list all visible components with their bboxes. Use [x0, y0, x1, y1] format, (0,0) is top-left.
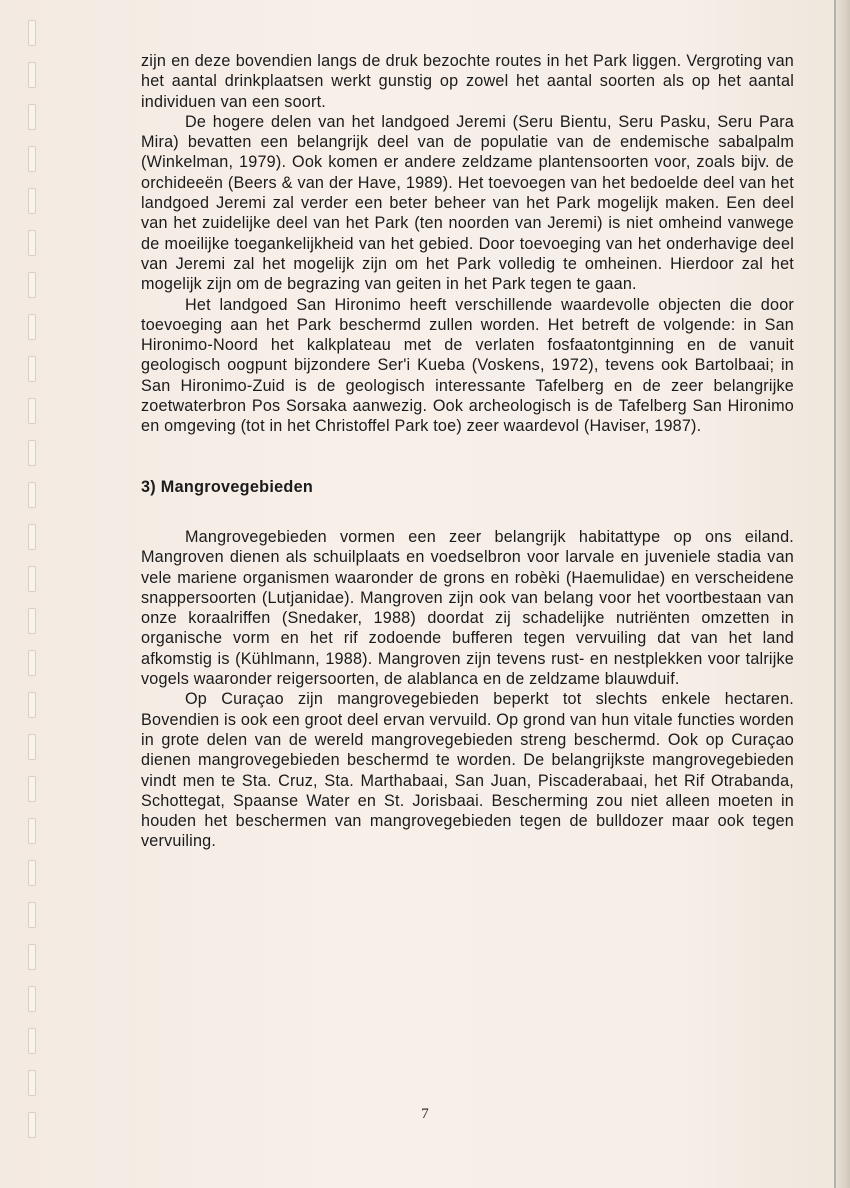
binding-hole: [28, 62, 36, 88]
binding-hole: [28, 608, 36, 634]
binding-hole: [28, 440, 36, 466]
binding-hole: [28, 1028, 36, 1054]
binding-hole: [28, 566, 36, 592]
binding-hole: [28, 482, 36, 508]
paragraph-jeremi: De hogere delen van het landgoed Jeremi (Seru Bientu, Seru Pasku, Seru Para Mira) bevatten een belangrijk deel van de populatie van de endemische sabalpalm (Winkelman, 1979). Ook komen er andere zeldzame plantensoorten voor, zoals bijv. de orchideeën (Beers & van der Have, 1989). Het toevoegen van het bedoelde deel van het landgoed Jeremi zal verder een beter beheer van het Park mogelijk maken. Een deel van het zuidelijke deel van het Park (ten noorden van Jeremi) is niet omheind vanwege de moeilijke toegankelijkheid van het gebied. Door toevoeging van het onderhavige deel van Jeremi zal het mogelijk zijn om het Park volledig te omheinen. Hierdoor zal het mogelijk zijn om de begrazing van geiten in het Park tegen te gaan.: [141, 112, 794, 294]
paragraph-san-hironimo: Het landgoed San Hironimo heeft verschillende waardevolle objecten die door toevoeging aan het Park beschermd zullen worden. Het betreft de volgende: in San Hironimo-Noord het kalkplateau met de verlaten fosfaatontginning en de vanuit geologisch oogpunt bijzondere Ser'i Kueba (Voskens, 1972), tevens ook Bartolbaai; in San Hironimo-Zuid is de geologisch interessante Tafelberg en de zeer belangrijke zoetwaterbron Pos Sorsaka aanwezig. Ook archeologisch is de Tafelberg San Hironimo en omgeving (tot in het Christoffel Park toe) zeer waardevol (Haviser, 1987).: [141, 295, 794, 436]
binding-hole: [28, 650, 36, 676]
binding-hole: [28, 398, 36, 424]
binding-hole: [28, 230, 36, 256]
binding-hole: [28, 524, 36, 550]
paragraph-mangroven: Mangrovegebieden vormen een zeer belangrijk habitattype op ons eiland. Mangroven dienen als schuilplaats en voedselbron voor larvale en juveniele stadia van vele mariene organismen waaronder de grons en robèki (Haemulidae) en verscheidene snappersoorten (Lutjanidae). Mangroven zijn ook van belang voor het voortbestaan van onze koraalriffen (Snedaker, 1988) doordat zij schadelijke nutriënten omzetten in organische vorm en het rif zodoende bufferen tegen vervuiling dat van het land afkomstig is (Kühlmann, 1988). Mangroven zijn tevens rust- en nestplekken voor talrijke vogels waaronder reigersoorten, de alablanca en de zeldzame blauwduif.: [141, 527, 794, 689]
page-edge: [836, 0, 850, 1188]
binding-hole: [28, 692, 36, 718]
page-edge-line: [834, 0, 836, 1188]
binding-hole: [28, 356, 36, 382]
binding-hole: [28, 104, 36, 130]
binding-hole: [28, 1070, 36, 1096]
binding-hole: [28, 818, 36, 844]
binding-hole: [28, 314, 36, 340]
body-text: [141, 51, 794, 852]
binding-hole: [28, 776, 36, 802]
page-number: 7: [421, 1106, 429, 1122]
binding-hole: [28, 944, 36, 970]
paragraph-curacao: Op Curaçao zijn mangrovegebieden beperkt tot slechts enkele hectaren. Bovendien is ook een groot deel ervan vervuild. Op grond van hun vitale functies worden in grote delen van de wereld mangrovegebieden streng beschermd. Ook op Curaçao dienen mangrovegebieden beschermd te worden. De belangrijkste mangrovegebieden vindt men te Sta. Cruz, Sta. Marthabaai, San Juan, Piscaderabaai, het Rif Otrabanda, Schottegat, Spaanse Water en St. Jorisbaai. Bescherming zou niet alleen moeten in houden het beschermen van mangrovegebieden tegen de bulldozer maar ook tegen vervuiling.: [141, 690, 794, 851]
binding-hole: [28, 986, 36, 1012]
binding-hole: [28, 860, 36, 886]
binding-hole: [28, 188, 36, 214]
section-heading: 3) Mangrovegebieden: [141, 477, 314, 496]
binding-hole: [28, 734, 36, 760]
binding-hole: [28, 272, 36, 298]
binding-hole: [28, 20, 36, 46]
binding-holes: [28, 20, 40, 1170]
binding-hole: [28, 902, 36, 928]
binding-hole: [28, 146, 36, 172]
paragraph-continuation: zijn en deze bovendien langs de druk bezochte routes in het Park liggen. Vergroting van het aantal drinkplaatsen werkt gunstig op zowel het aantal soorten als op het aantal individuen van een soort.: [141, 52, 794, 111]
